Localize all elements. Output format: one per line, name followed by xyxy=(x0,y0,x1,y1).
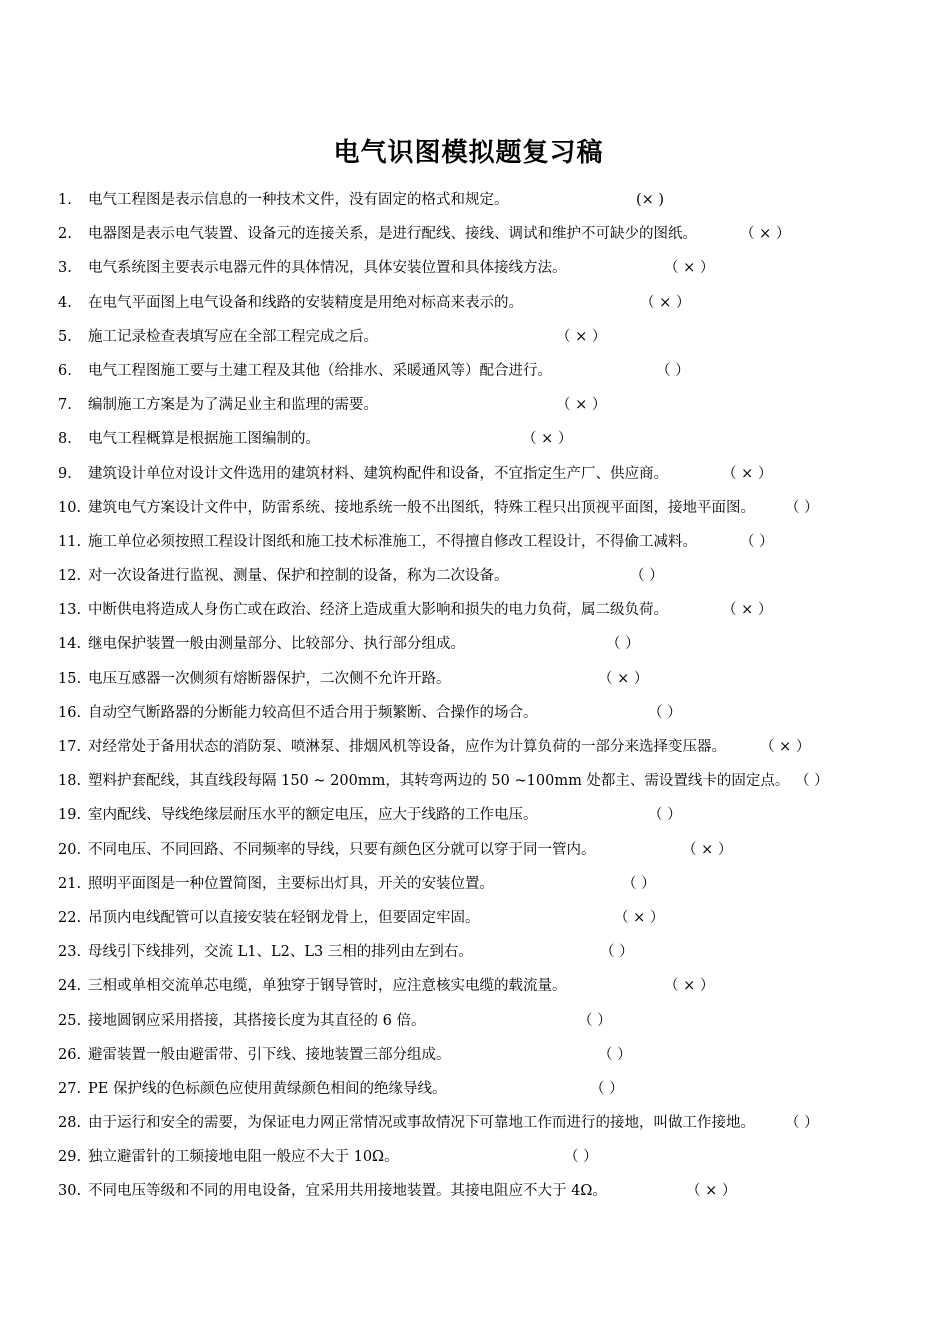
question-number: 8. xyxy=(58,431,72,448)
question-item xyxy=(58,764,888,798)
question-text: 塑料护套配线，其直线段每隔 150 ~ 200mm，其转弯两边的 50 ~100mm 处都主、需设置线卡的固定点。 xyxy=(88,773,790,790)
answer-mark: （ ） xyxy=(598,1046,632,1063)
question-text: 继电保护装置一般由测量部分、比较部分、执行部分组成。 xyxy=(88,636,465,653)
answer-mark: （ ） xyxy=(648,704,682,721)
question-text: 施工单位必须按照工程设计图纸和施工技术标准施工，不得擅自修改工程设计，不得偷工减料。 xyxy=(88,533,697,550)
answer-mark: （ × ） xyxy=(722,465,773,482)
answer-mark: （ × ） xyxy=(686,1183,737,1200)
question-number: 24. xyxy=(58,978,82,995)
answer-mark: （ × ） xyxy=(522,431,573,448)
question-item xyxy=(58,1140,888,1174)
question-item xyxy=(58,627,888,661)
question-text: 对一次设备进行监视、测量、保护和控制的设备，称为二次设备。 xyxy=(88,568,509,585)
question-item xyxy=(58,1072,888,1106)
question-number: 13. xyxy=(58,602,82,619)
question-number: 29. xyxy=(58,1149,82,1166)
question-item xyxy=(58,422,888,456)
answer-mark: （ × ） xyxy=(556,397,607,414)
question-number: 19. xyxy=(58,807,82,824)
question-text: 室内配线、导线绝缘层耐压水平的额定电压，应大于线路的工作电压。 xyxy=(88,807,538,824)
answer-mark: （ × ） xyxy=(664,260,715,277)
answer-mark: （ ） xyxy=(606,636,640,653)
question-item xyxy=(58,935,888,969)
answer-mark: （ ） xyxy=(740,533,774,550)
question-list xyxy=(58,183,888,1209)
question-number: 12. xyxy=(58,568,82,585)
question-number: 30. xyxy=(58,1183,82,1200)
question-text: 电气工程图施工要与土建工程及其他（给排水、采暖通风等）配合进行。 xyxy=(88,362,552,379)
answer-mark: (× ) xyxy=(636,192,665,208)
question-text: 避雷装置一般由避雷带、引下线、接地装置三部分组成。 xyxy=(88,1046,451,1063)
question-number: 14. xyxy=(58,636,82,653)
question-item xyxy=(58,662,888,696)
question-text: 三相或单相交流单芯电缆，单独穿于钢导管时，应注意核实电缆的载流量。 xyxy=(88,978,567,995)
question-item xyxy=(58,833,888,867)
answer-mark: （ × ） xyxy=(740,226,791,243)
question-item xyxy=(58,320,888,354)
question-item xyxy=(58,457,888,491)
question-text: 施工记录检查表填写应在全部工程完成之后。 xyxy=(88,328,378,345)
question-item xyxy=(58,798,888,832)
question-item xyxy=(58,901,888,935)
question-number: 15. xyxy=(58,670,82,687)
answer-mark: （ × ） xyxy=(682,841,733,858)
answer-mark: （ × ） xyxy=(664,978,715,995)
answer-mark: （ ） xyxy=(785,1115,819,1132)
question-text: 不同电压、不同回路、不同频率的导线，只要有颜色区分就可以穿于同一管内。 xyxy=(88,841,596,858)
question-item xyxy=(58,251,888,285)
question-text: 电气系统图主要表示电器元件的具体情况，具体安装位置和具体接线方法。 xyxy=(88,260,567,277)
question-text: 电压互感器一次侧须有熔断器保护，二次侧不允许开路。 xyxy=(88,670,451,687)
question-item xyxy=(58,286,888,320)
question-number: 7. xyxy=(58,397,72,414)
question-number: 26. xyxy=(58,1046,82,1063)
page-title: 电气识图模拟题复习稿 xyxy=(333,138,604,168)
answer-mark: （ ） xyxy=(785,499,819,516)
question-text: 电气工程图是表示信息的一种技术文件，没有固定的格式和规定。 xyxy=(88,192,509,208)
question-item xyxy=(58,491,888,525)
question-text: PE 保护线的色标颜色应使用黄绿颜色相间的绝缘导线。 xyxy=(88,1080,447,1097)
question-number: 3. xyxy=(58,260,72,277)
answer-mark: （ × ） xyxy=(598,670,649,687)
question-number: 23. xyxy=(58,944,82,961)
question-item xyxy=(58,388,888,422)
answer-mark: （ ） xyxy=(564,1149,598,1166)
question-text: 建筑设计单位对设计文件选用的建筑材料、建筑构配件和设备，不宜指定生产厂、供应商。 xyxy=(88,465,668,482)
question-number: 5. xyxy=(58,328,72,345)
answer-mark: （ ） xyxy=(622,875,656,892)
answer-mark: （ ） xyxy=(656,362,690,379)
question-text: 自动空气断路器的分断能力较高但不适合用于频繁断、合操作的场合。 xyxy=(88,704,538,721)
question-number: 4. xyxy=(58,294,72,311)
question-item xyxy=(58,1004,888,1038)
question-item xyxy=(58,1174,888,1208)
question-item xyxy=(58,183,888,217)
question-text: 对经常处于备用状态的消防泵、喷淋泵、排烟风机等设备，应作为计算负荷的一部分来选择变压器。 xyxy=(88,739,726,755)
question-text: 吊顶内电线配管可以直接安装在轻钢龙骨上，但要固定牢固。 xyxy=(88,909,480,926)
question-number: 28. xyxy=(58,1115,82,1132)
question-number: 27. xyxy=(58,1080,82,1097)
question-text: 母线引下线排列，交流 L1、L2、L3 三相的排列由左到右。 xyxy=(88,944,473,961)
question-item xyxy=(58,867,888,901)
question-text: 独立避雷针的工频接地电阻一般应不大于 10Ω。 xyxy=(88,1149,399,1166)
answer-mark: （ × ） xyxy=(614,909,665,926)
answer-mark: （ ） xyxy=(630,568,664,585)
question-number: 9. xyxy=(58,465,72,482)
question-text: 电气工程概算是根据施工图编制的。 xyxy=(88,431,320,448)
question-number: 21. xyxy=(58,875,82,892)
question-text: 建筑电气方案设计文件中，防雷系统、接地系统一般不出图纸，特殊工程只出顶视平面图，接地平面图。 xyxy=(88,499,755,516)
question-item xyxy=(58,1038,888,1072)
question-text: 不同电压等级和不同的用电设备，宜采用共用接地装置。其接电阻应不大于 4Ω。 xyxy=(88,1183,607,1200)
question-item xyxy=(58,730,888,764)
question-number: 18. xyxy=(58,773,82,790)
answer-mark: （ × ） xyxy=(722,602,773,619)
question-text: 中断供电将造成人身伤亡或在政治、经济上造成重大影响和损失的电力负荷，属二级负荷。 xyxy=(88,602,668,619)
question-number: 20. xyxy=(58,841,82,858)
question-item xyxy=(58,969,888,1003)
question-text: 编制施工方案是为了满足业主和监理的需要。 xyxy=(88,397,378,414)
answer-mark: （ ） xyxy=(590,1080,624,1097)
answer-mark: （ × ） xyxy=(640,294,691,311)
question-item xyxy=(58,593,888,627)
question-text: 由于运行和安全的需要，为保证电力网正常情况或事故情况下可靠地工作而进行的接地，叫做工作接地。 xyxy=(88,1115,755,1132)
question-item xyxy=(58,696,888,730)
answer-mark: （ ） xyxy=(578,1012,612,1029)
question-item xyxy=(58,1106,888,1140)
question-number: 22. xyxy=(58,909,82,926)
question-number: 11. xyxy=(58,533,82,550)
answer-mark: （ ） xyxy=(795,773,829,790)
question-number: 10. xyxy=(58,499,82,516)
question-text: 接地圆钢应采用搭接，其搭接长度为其直径的 6 倍。 xyxy=(88,1012,426,1029)
question-text: 照明平面图是一种位置简图，主要标出灯具，开关的安装位置。 xyxy=(88,875,494,892)
answer-mark: （ ） xyxy=(600,944,634,961)
question-item xyxy=(58,217,888,251)
answer-mark: （ × ） xyxy=(760,739,811,755)
question-number: 6. xyxy=(58,362,72,379)
question-number: 17. xyxy=(58,739,82,755)
answer-mark: （ ） xyxy=(648,807,682,824)
question-number: 16. xyxy=(58,704,82,721)
question-item xyxy=(58,559,888,593)
question-number: 25. xyxy=(58,1012,82,1029)
question-item xyxy=(58,354,888,388)
question-item xyxy=(58,525,888,559)
question-number: 2. xyxy=(58,226,72,243)
question-text: 在电气平面图上电气设备和线路的安装精度是用绝对标高来表示的。 xyxy=(88,294,523,311)
question-text: 电器图是表示电气装置、设备元的连接关系，是进行配线、接线、调试和维护不可缺少的图纸。 xyxy=(88,226,697,243)
answer-mark: （ × ） xyxy=(556,328,607,345)
question-number: 1. xyxy=(58,192,72,208)
